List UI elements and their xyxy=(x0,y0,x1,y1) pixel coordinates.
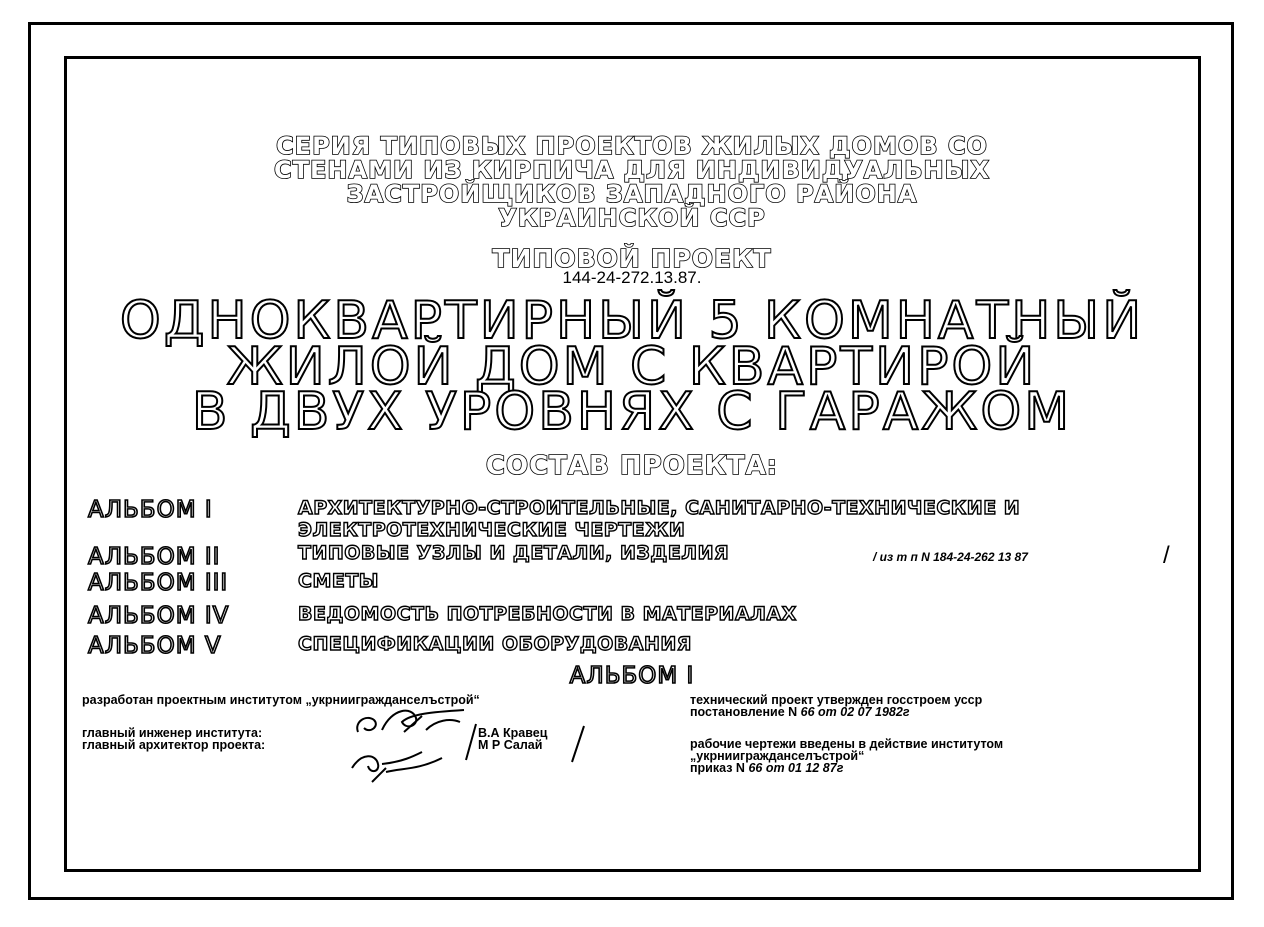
album-5-desc: СПЕЦИФИКАЦИИ ОБОРУДОВАНИЯ xyxy=(298,633,692,655)
working-line-3-value: 66 от 01 12 87г xyxy=(748,761,844,775)
series-line-3: ЗАСТРОЙЩИКОВ ЗАПАДНОГО РАЙОНА xyxy=(346,180,918,208)
approval-line-2-value: 66 от 02 07 1982г xyxy=(800,705,910,719)
album-3-desc: СМЕТЫ xyxy=(298,570,379,592)
album-5-label: АЛЬБОМ V xyxy=(88,633,222,659)
title-line-1: ОДНОКВАРТИРНЫЙ 5 КОМНАТНЫЙ xyxy=(119,291,1145,351)
album-1-label: АЛЬБОМ I xyxy=(88,497,213,523)
working-line-1: рабочие чертежи введены в действие институтом xyxy=(690,737,1004,751)
working-line-3 xyxy=(690,762,843,774)
album-2-desc: ТИПОВЫЕ УЗЛЫ И ДЕТАЛИ, ИЗДЕЛИЯ xyxy=(298,542,730,564)
album-2-label: АЛЬБОМ II xyxy=(88,544,221,570)
chief-engineer-label: главный инженер института: xyxy=(82,726,263,740)
series-line-2: СТЕНАМИ ИЗ КИРПИЧА ДЛЯ ИНДИВИДУАЛЬНЫХ xyxy=(274,156,990,184)
working-line-2: „укрниигражданселъстрой“ xyxy=(690,749,865,763)
developed-by: разработан проектным институтом „укрниигражданселъстрой“ xyxy=(82,693,480,707)
approval-line-1: технический проект утвержден госстроем усср xyxy=(690,693,983,707)
album-4-desc: ВЕДОМОСТЬ ПОТРЕБНОСТИ В МАТЕРИАЛАХ xyxy=(298,603,797,625)
series-line-1: СЕРИЯ ТИПОВЫХ ПРОЕКТОВ ЖИЛЫХ ДОМОВ СО xyxy=(276,132,988,160)
current-album: АЛЬБОМ I xyxy=(569,663,695,689)
album-1-desc-2: ЭЛЕКТРОТЕХНИЧЕСКИЕ ЧЕРТЕЖИ xyxy=(298,519,686,541)
project-code: 144-24-272.13.87. xyxy=(562,268,702,287)
album-3-label: АЛЬБОМ III xyxy=(88,570,229,596)
album-1-desc: АРХИТЕКТУРНО-СТРОИТЕЛЬНЫЕ, САНИТАРНО-ТЕХНИЧЕСКИЕ И xyxy=(298,497,1021,519)
approval-line-2-prefix: постановление N xyxy=(690,705,798,719)
title-line-2: ЖИЛОЙ ДОМ С КВАРТИРОЙ xyxy=(226,337,1038,397)
album-2-reference-end: / xyxy=(1163,542,1170,569)
signature-separator-end xyxy=(568,724,588,764)
approval-line-2 xyxy=(690,706,910,718)
project-label: ТИПОВОЙ ПРОЕКТ xyxy=(492,244,772,273)
working-line-3-prefix: приказ N xyxy=(690,761,745,775)
composition-heading: СОСТАВ ПРОЕКТА: xyxy=(485,451,779,481)
album-2-reference: / из т п N 184-24-262 13 87 xyxy=(873,550,1028,564)
album-4-label: АЛЬБОМ IV xyxy=(88,603,230,629)
chief-architect-label: главный архитектор проекта: xyxy=(82,738,266,752)
title-line-3: В ДВУХ УРОВНЯХ С ГАРАЖОМ xyxy=(191,382,1073,442)
chief-engineer-name: В.А Кравец xyxy=(478,726,548,740)
chief-architect-signature xyxy=(342,738,462,788)
chief-architect-name: М Р Салай xyxy=(478,738,543,752)
series-line-4: УКРАИНСКОЙ ССР xyxy=(498,204,766,232)
